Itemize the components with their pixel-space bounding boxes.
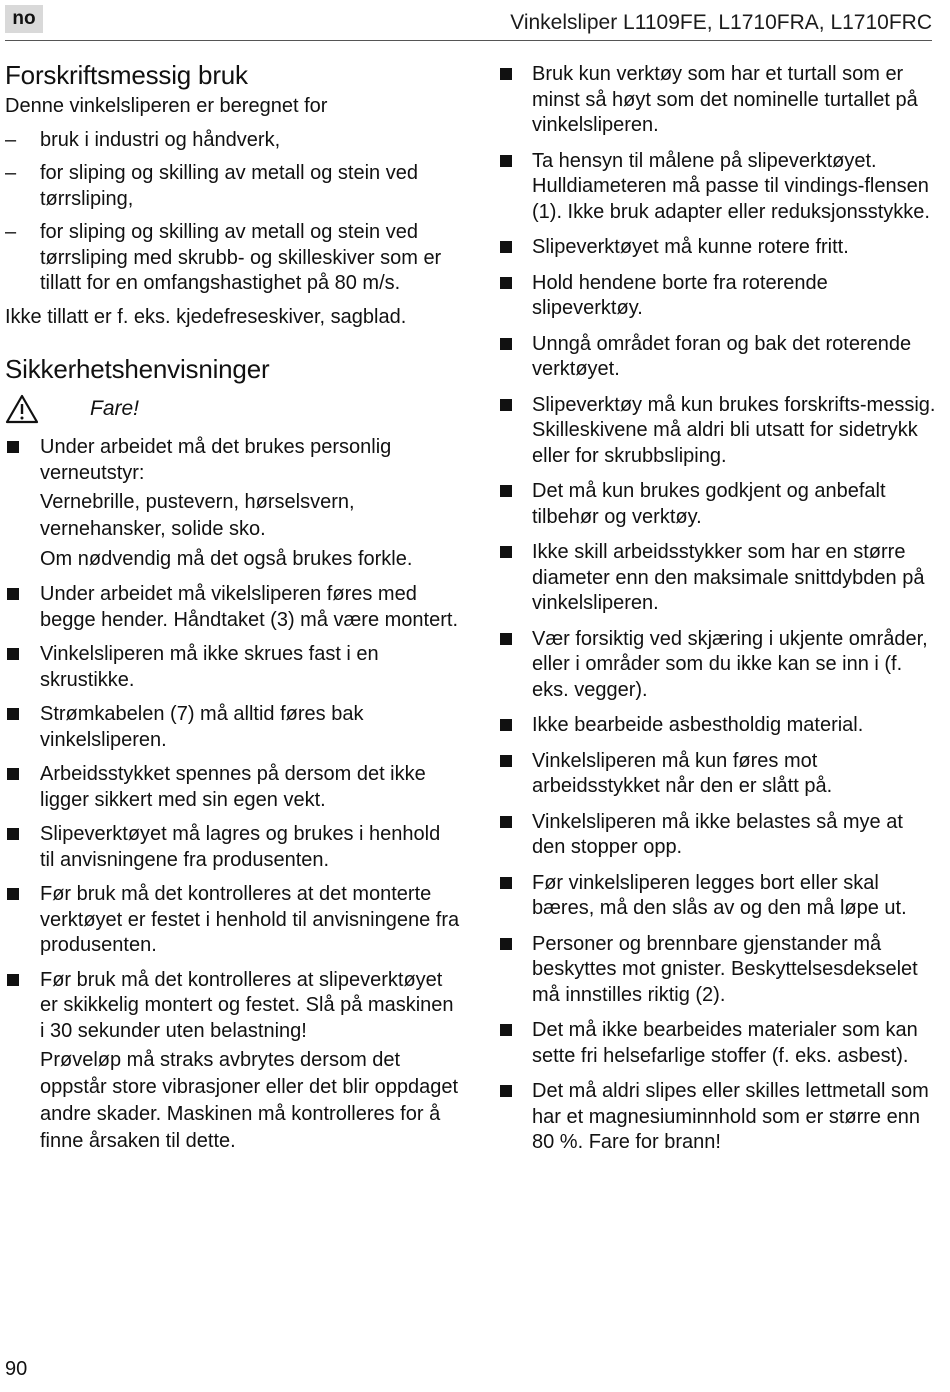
heading-intended-use: Forskriftsmessig bruk xyxy=(5,60,248,90)
square-bullet-icon xyxy=(7,828,19,840)
square-bullet-icon xyxy=(7,888,19,900)
square-bullet-icon xyxy=(500,938,512,950)
safety-item xyxy=(5,642,460,693)
safety-item xyxy=(498,932,938,1009)
safety-item-text: Arbeidsstykket spennes på dersom det ikke ligger sikkert med sin egen vekt. xyxy=(40,763,426,811)
dash-marker: – xyxy=(5,221,17,243)
safety-item xyxy=(498,1079,938,1156)
square-bullet-icon xyxy=(500,1085,512,1097)
safety-item-text: Før vinkelsliperen legges bort eller skal bæres, må den slås av og den må løpe ut. xyxy=(532,871,907,919)
safety-item-text: Personer og brennbare gjenstander må beskyttes mot gnister. Beskyttelsesdekselet må innstilles riktig (2). xyxy=(532,932,918,1006)
square-bullet-icon xyxy=(500,877,512,889)
safety-item-text: Hold hendene borte fra roterende slipeverktøy. xyxy=(532,271,828,319)
safety-item xyxy=(5,435,460,573)
safety-item xyxy=(498,393,938,470)
safety-item xyxy=(498,1018,938,1069)
safety-item xyxy=(498,627,938,704)
use-item xyxy=(5,161,460,212)
use-item-text: for sliping og skilling av metall og stein ved tørrsliping med skrubb- og skilleskiver som er tillatt for en omfangshastighet på 80 m/s. xyxy=(40,221,442,294)
safety-item-text: Vinkelsliperen må ikke skrues fast i en skrustikke. xyxy=(40,643,379,691)
safety-item-text: Under arbeidet må vikelsliperen føres med begge hender. Håndtaket (3) må være montert. xyxy=(40,583,459,631)
warning-row xyxy=(5,392,460,426)
safety-item-subtext: Om nødvendig må det også brukes forkle. xyxy=(40,548,413,570)
square-bullet-icon xyxy=(7,768,19,780)
safety-item-text: Under arbeidet må det brukes personlig verneutstyr: xyxy=(40,436,392,484)
square-bullet-icon xyxy=(7,974,19,986)
safety-item-text: Slipeverktøyet må lagres og brukes i henhold til anvisningene fra produsenten. xyxy=(40,823,441,871)
safety-item xyxy=(5,882,460,959)
safety-item xyxy=(498,149,938,226)
safety-item xyxy=(498,540,938,617)
document-title: Vinkelsliper L1109FE, L1710FRA, L1710FRC xyxy=(510,11,932,34)
safety-item xyxy=(5,762,460,813)
intro-text: Denne vinkelsliperen er beregnet for xyxy=(5,95,328,117)
square-bullet-icon xyxy=(7,648,19,660)
square-bullet-icon xyxy=(7,441,19,453)
safety-item-subtext: Vernebrille, pustevern, hørselsvern, vernehansker, solide sko. xyxy=(40,491,355,540)
safety-item xyxy=(5,582,460,633)
safety-item-text: Vinkelsliperen må ikke belastes så mye at den stopper opp. xyxy=(532,810,903,858)
square-bullet-icon xyxy=(500,338,512,350)
heading-safety: Sikkerhetshenvisninger xyxy=(5,354,270,384)
square-bullet-icon xyxy=(500,241,512,253)
safety-item xyxy=(498,62,938,139)
safety-item-text: Ikke skill arbeidsstykker som har en større diameter enn den maksimale snittdybden på vinkelsliperen. xyxy=(532,541,925,614)
safety-item-text: Bruk kun verktøy som har et turtall som er minst så høyt som det nominelle turtallet på vinkelsliperen. xyxy=(532,63,918,136)
safety-item xyxy=(498,713,938,739)
use-item-text: bruk i industri og håndverk, xyxy=(40,128,281,151)
square-bullet-icon xyxy=(500,755,512,767)
right-column xyxy=(498,62,938,1156)
safety-item xyxy=(5,968,460,1156)
safety-item xyxy=(5,702,460,753)
safety-item-text: Strømkabelen (7) må alltid føres bak vinkelsliperen. xyxy=(40,703,364,751)
safety-item-text: Slipeverktøy må kun brukes forskrifts-messig. Skilleskivene må aldri bli utsatt for sidetrykk eller for skrubbsliping. xyxy=(532,393,936,467)
square-bullet-icon xyxy=(7,708,19,720)
square-bullet-icon xyxy=(500,399,512,411)
square-bullet-icon xyxy=(500,816,512,828)
safety-item-text: Vær forsiktig ved skjæring i ukjente områder, eller i områder som du ikke kan se inn i (f. eks. vegger). xyxy=(532,627,928,701)
safety-item-text: Det må kun brukes godkjent og anbefalt tilbehør og verktøy. xyxy=(532,480,886,528)
safety-item-text: Det må ikke bearbeides materialer som kan sette fri helsefarlige stoffer (f. eks. asbest). xyxy=(532,1019,918,1067)
safety-item-text: Slipeverktøyet må kunne rotere fritt. xyxy=(532,236,849,258)
safety-item-text: Ikke bearbeide asbestholdig material. xyxy=(532,714,864,736)
safety-item xyxy=(498,749,938,800)
not-allowed-text: Ikke tillatt er f. eks. kjedefreseskiver, sagblad. xyxy=(5,305,407,328)
safety-item-text: Det må aldri slipes eller skilles lettmetall som har et magnesiuminnhold som er større enn 80 %. Fare for brann! xyxy=(532,1080,929,1153)
safety-item-subtext: Prøveløp må straks avbrytes dersom det oppstår store vibrasjoner eller det blir oppdaget andre skader. Maskinen må kontrolleres for å finne årsaken til dette. xyxy=(40,1049,459,1152)
header-rule xyxy=(5,40,932,41)
square-bullet-icon xyxy=(500,485,512,497)
warning-triangle-icon xyxy=(5,394,39,424)
square-bullet-icon xyxy=(500,68,512,80)
square-bullet-icon xyxy=(500,719,512,731)
safety-item-text: Før bruk må det kontrolleres at det monterte verktøyet er festet i henhold til anvisningene fra produsenten. xyxy=(40,883,460,956)
warning-label: Fare! xyxy=(90,397,140,420)
square-bullet-icon xyxy=(500,155,512,167)
page-number: 90 xyxy=(5,1358,28,1380)
safety-item-text: Vinkelsliperen må kun føres mot arbeidsstykket når den er slått på. xyxy=(532,749,833,797)
safety-item-text: Unngå området foran og bak det roterende verktøyet. xyxy=(532,332,912,380)
square-bullet-icon xyxy=(500,1024,512,1036)
square-bullet-icon xyxy=(500,277,512,289)
safety-item xyxy=(498,271,938,322)
language-badge: no xyxy=(5,5,43,33)
square-bullet-icon xyxy=(500,546,512,558)
dash-marker: – xyxy=(5,162,17,184)
use-item-text: for sliping og skilling av metall og stein ved tørrsliping, xyxy=(40,162,418,210)
left-column xyxy=(5,58,460,1155)
safety-item xyxy=(498,871,938,922)
dash-marker: – xyxy=(5,128,17,151)
use-item xyxy=(5,128,460,154)
use-item xyxy=(5,220,460,297)
safety-item xyxy=(5,822,460,873)
safety-item xyxy=(498,235,938,261)
safety-item xyxy=(498,479,938,530)
safety-item-text: Før bruk må det kontrolleres at slipeverktøyet er skikkelig montert og festet. Slå på maskinen i 30 sekunder uten belastning! xyxy=(40,968,454,1042)
square-bullet-icon xyxy=(7,588,19,600)
safety-item xyxy=(498,332,938,383)
square-bullet-icon xyxy=(500,633,512,645)
safety-item-text: Ta hensyn til målene på slipeverktøyet. Hulldiameteren må passe til vindings-flensen (1). Ikke bruk adapter eller reduksjonsstykke. xyxy=(532,149,930,223)
safety-item xyxy=(498,810,938,861)
